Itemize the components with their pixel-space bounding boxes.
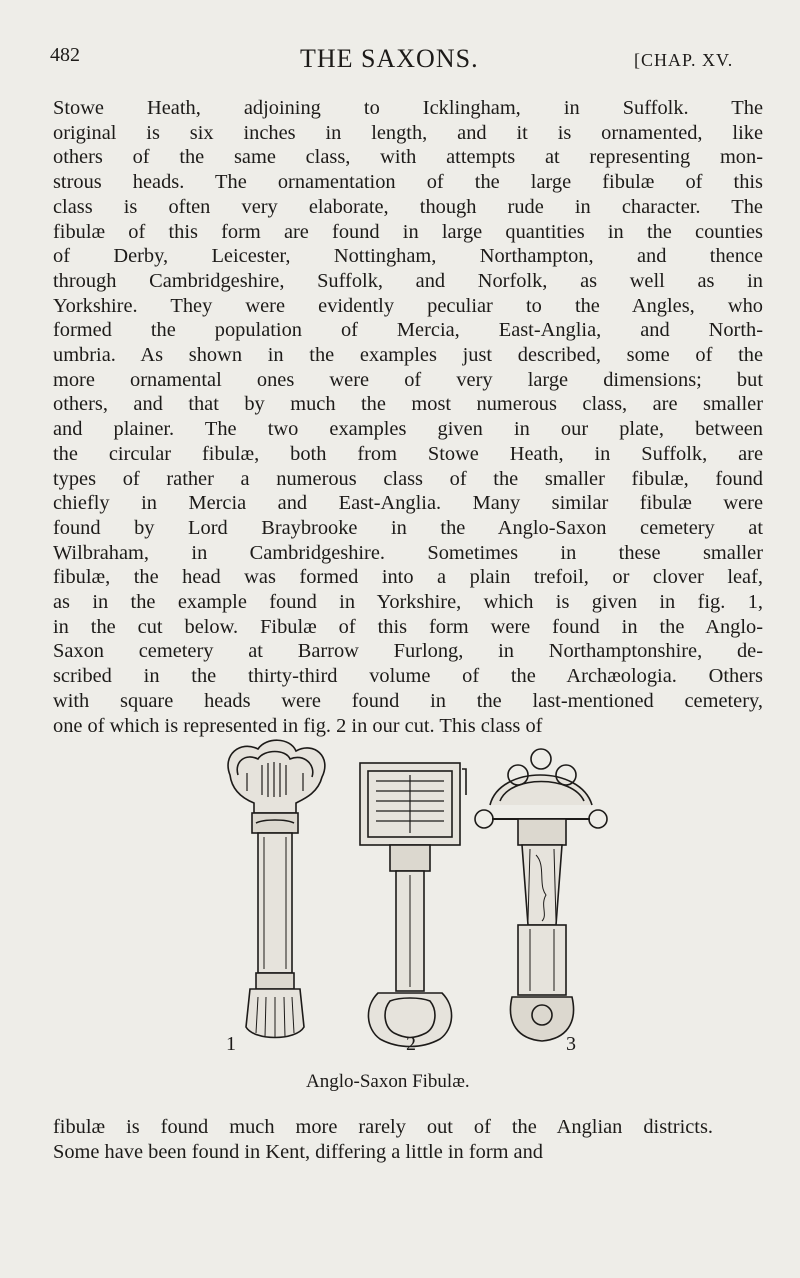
square-headed-fibula-drawing: [360, 763, 466, 1047]
text-line: fibulæ of this form are found in large quantities in the counties: [53, 220, 763, 243]
text-line: of Derby, Leicester, Nottingham, Northampton, and thence: [53, 245, 763, 268]
fibulae-illustration: [200, 735, 620, 1060]
text-line: chiefly in Mercia and East-Anglia. Many similar fibulæ were: [53, 492, 763, 515]
text-line: strous heads. The ornamentation of the large fibulæ of this: [53, 171, 763, 194]
text-line: original is six inches in length, and it is ornamented, like: [53, 121, 763, 144]
text-line: Some have been found in Kent, differing a little in form and: [53, 1140, 544, 1163]
text-line: found by Lord Braybrooke in the Anglo-Saxon cemetery at: [53, 516, 763, 539]
text-line: umbria. As shown in the examples just described, some of the: [53, 344, 763, 367]
text-line: fibulæ is found much more rarely out of the Anglian districts.: [53, 1116, 713, 1138]
text-line: class is often very elaborate, though rude in character. The: [53, 195, 763, 218]
text-line: Saxon cemetery at Barrow Furlong, in Northamptonshire, de-: [53, 640, 763, 663]
text-line: the circular fibulæ, both from Stowe Heath, in Suffolk, are: [53, 442, 763, 465]
chapter-label: [CHAP. XV.: [634, 50, 734, 70]
text-line: formed the population of Mercia, East-Anglia, and North-: [53, 319, 763, 342]
text-line: fibulæ, the head was formed into a plain trefoil, or clover leaf,: [53, 566, 763, 589]
text-line: others of the same class, with attempts at representing mon-: [53, 146, 763, 169]
text-line: one of which is represented in fig. 2 in our cut. This class of: [53, 714, 543, 737]
ornate-fibula-drawing: [475, 749, 607, 1041]
figure-number-2: 2: [406, 1033, 416, 1055]
text-line: more ornamental ones were of very large dimensions; but: [53, 368, 763, 391]
figure-number-1: 1: [226, 1033, 236, 1055]
text-line: others, and that by much the most numerous class, are smaller: [53, 393, 763, 416]
body-text-continued: [53, 1115, 713, 1164]
page-number: 482: [50, 44, 80, 66]
figure-number-3: 3: [566, 1033, 576, 1055]
trefoil-fibula-drawing: [228, 740, 325, 1038]
text-line: through Cambridgeshire, Suffolk, and Norfolk, as well as in: [53, 269, 763, 292]
text-line: as in the example found in Yorkshire, which is given in fig. 1,: [53, 591, 763, 614]
figure-caption: Anglo-Saxon Fibulæ.: [306, 1071, 470, 1092]
body-text: [53, 96, 763, 738]
text-line: Yorkshire. They were evidently peculiar to the Angles, who: [53, 294, 763, 317]
running-title: THE SAXONS.: [300, 44, 479, 73]
text-line: Wilbraham, in Cambridgeshire. Sometimes in these smaller: [53, 541, 763, 564]
text-line: with square heads were found in the last-mentioned cemetery,: [53, 689, 763, 712]
text-line: types of rather a numerous class of the smaller fibulæ, found: [53, 467, 763, 490]
text-line: in the cut below. Fibulæ of this form were found in the Anglo-: [53, 615, 763, 638]
text-line: and plainer. The two examples given in our plate, between: [53, 418, 763, 441]
text-line: Stowe Heath, adjoining to Icklingham, in Suffolk. The: [53, 97, 763, 119]
text-line: scribed in the thirty-third volume of the Archæologia. Others: [53, 665, 763, 688]
